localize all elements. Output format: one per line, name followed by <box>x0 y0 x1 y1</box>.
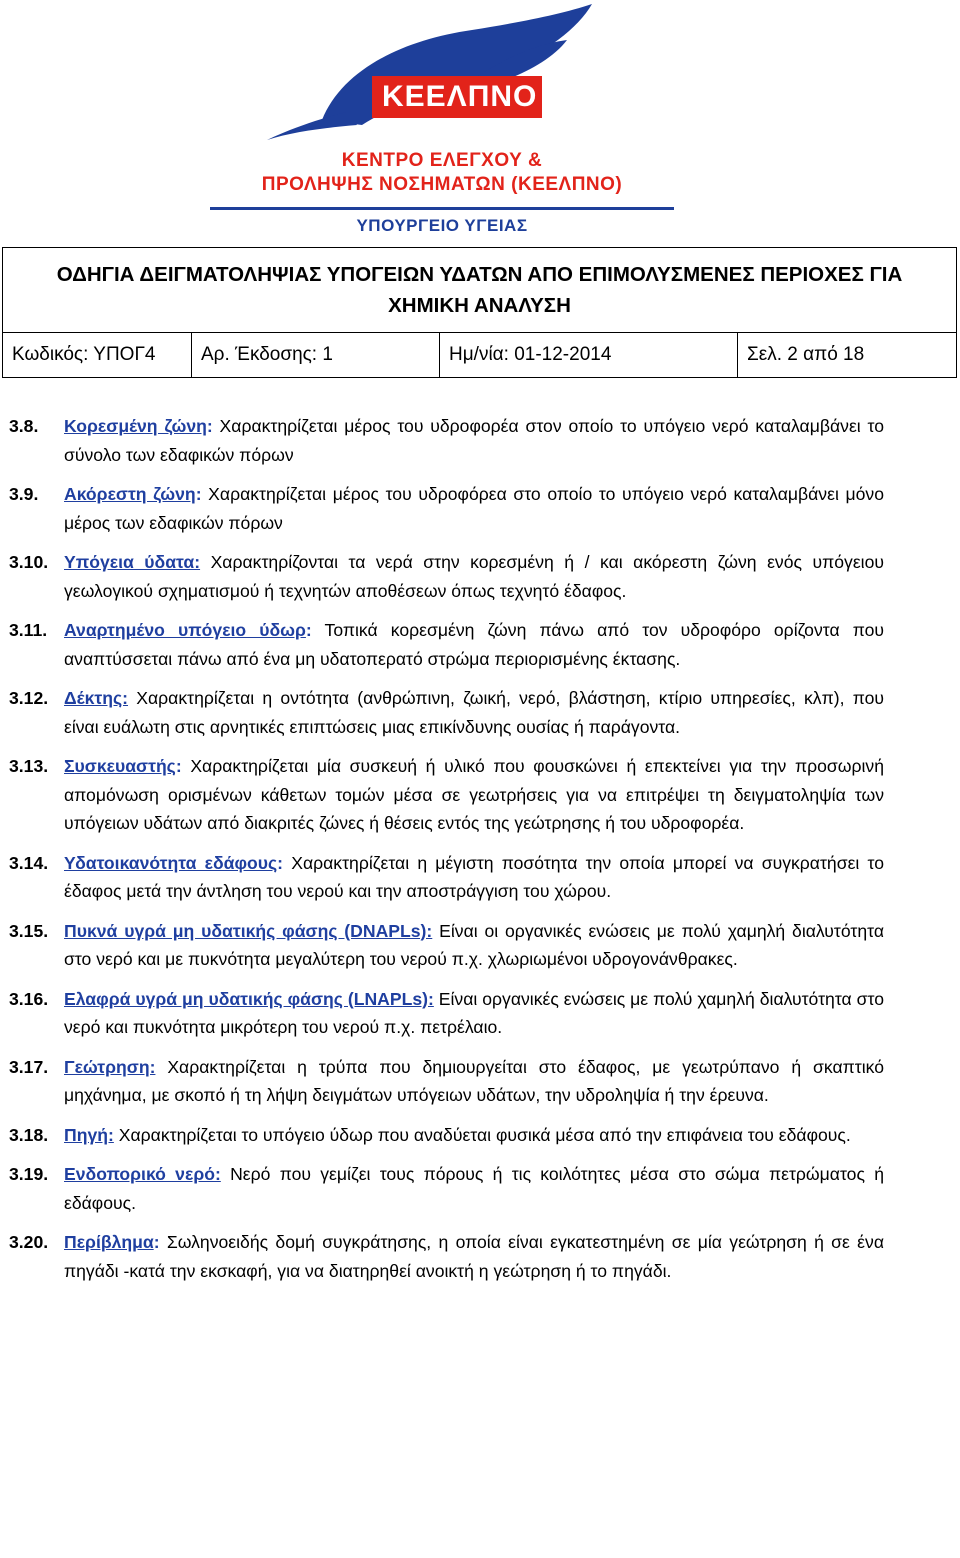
definition-item <box>9 616 884 673</box>
definition-separator: : <box>305 620 312 640</box>
logo-ministry: ΥΠΟΥΡΓΕΙΟ ΥΓΕΙΑΣ <box>356 216 528 235</box>
doc-code: Κωδικός: ΥΠΟΓ4 <box>3 333 192 378</box>
definition-text <box>64 1121 884 1150</box>
definition-item <box>9 1053 884 1110</box>
definition-item <box>9 752 884 838</box>
definition-number: 3.12. <box>9 688 49 708</box>
document-title <box>3 248 957 333</box>
definition-item <box>9 849 884 906</box>
definition-separator: : <box>175 756 182 776</box>
definition-body: Χαρακτηρίζεται το υπόγειο ύδωρ που αναδύεται φυσικά μέσα από την επιφάνεια του εδάφους. <box>113 1124 851 1145</box>
definition-item <box>9 412 884 469</box>
definition-term: Αναρτημένο υπόγειο ύδωρ <box>64 620 306 640</box>
definition-number: 3.10. <box>9 552 49 572</box>
definition-number: 3.19. <box>9 1164 49 1184</box>
doc-page: Σελ. 2 από 18 <box>738 333 957 378</box>
definition-text <box>64 917 884 974</box>
definition-body: Χαρακτηρίζεται μέρος του υδροφόρεα στο οποίο το υπόγειο νερό καταλαμβάνει μόνο μέρος των εδαφικών πόρων <box>64 484 884 533</box>
definition-text <box>64 752 884 838</box>
definition-item <box>9 917 884 974</box>
definition-term: Ακόρεστη ζώνη <box>64 484 196 504</box>
definitions-list <box>9 412 884 1296</box>
definition-body: Χαρακτηρίζεται η οντότητα (ανθρώπινη, ζωική, νερό, βλάστηση, κτίριο υπηρεσίες, κλπ), που είναι ευάλωτη στις αρνητικές επιπτώσεις μιας επικίνδυνης ουσίας ή παράγοντα. <box>64 688 884 737</box>
document-header <box>2 247 957 378</box>
definition-text <box>64 985 884 1042</box>
definition-item <box>9 684 884 741</box>
definition-term: Δέκτης: <box>64 688 129 708</box>
title-line-1: ΟΔΗΓΙΑ ΔΕΙΓΜΑΤΟΛΗΨΙΑΣ ΥΠΟΓΕΙΩΝ ΥΔΑΤΩΝ ΑΠΟ ΕΠΙΜΟΛΥΣΜΕΝΕΣ ΠΕΡΙΟΧΕΣ ΓΙΑ <box>56 263 903 286</box>
logo-org-line1: ΚΕΝΤΡΟ ΕΛΕΓΧΟΥ & <box>341 150 543 171</box>
definition-body: Είναι οι οργανικές ενώσεις με πολύ χαμηλή διαλυτότητα στο νερό και με πυκνότητα μεγαλύτερη του νερού π.χ. χλωριωμένοι υδρογονάνθρακες. <box>64 920 885 969</box>
definition-number: 3.14. <box>9 852 49 873</box>
definition-body: Σωληνοειδής δομή συγκράτησης, η οποία είναι εγκατεστημένη σε μία γεώτρηση ή σε ένα πηγάδι -κατά την εκσκαφή, για να διατηρηθεί ανοικτή η γεώτρηση ή το πηγάδι. <box>64 1232 884 1281</box>
doc-date: Ημ/νία: 01-12-2014 <box>440 333 738 378</box>
definition-body: Χαρακτηρίζονται τα νερά στην κορεσμένη ή / και ακόρεστη ζώνη ενός υπόγειου γεωλογικού σχηματισμού ή τεχνητών αποθέσεων όπως τεχνητό έδαφος. <box>64 552 884 601</box>
definition-term: Περίβλημα <box>64 1232 154 1252</box>
definition-item <box>9 1121 884 1150</box>
definition-term: Κορεσμένη ζώνη <box>64 416 207 436</box>
definition-text <box>64 412 884 469</box>
logo-org-line2: ΠΡΟΛΗΨΗΣ ΝΟΣΗΜΑΤΩΝ (ΚΕΕΛΠΝΟ) <box>261 174 623 195</box>
logo-divider <box>210 207 674 210</box>
definition-separator: : <box>277 852 284 873</box>
definition-number: 3.20. <box>9 1232 49 1252</box>
definition-body: Χαρακτηρίζεται η τρύπα που δημιουργείται στο έδαφος, με γεωτρύπανο ή σκαπτικό μηχάνημα, με σκοπό ή τη λήψη δειγμάτων υπόγειων υδάτων, την υδροληψία ή την έρευνα. <box>64 1056 884 1105</box>
definition-text <box>64 1228 884 1285</box>
definition-text <box>64 480 884 537</box>
definition-text <box>64 849 884 906</box>
definition-number: 3.11. <box>9 620 48 640</box>
logo-acronym: ΚΕΕΛΠΝΟ <box>382 80 538 113</box>
definition-term: Ελαφρά υγρά μη υδατικής φάσης (LNAPLs): <box>64 988 434 1009</box>
definition-term: Υπόγεια ύδατα: <box>64 552 201 572</box>
definition-item <box>9 548 884 605</box>
definition-text <box>64 616 884 673</box>
definition-item <box>9 1160 884 1217</box>
title-line-2: ΧΗΜΙΚΗ ΑΝΑΛΥΣΗ <box>388 294 571 317</box>
definition-number: 3.18. <box>9 1124 49 1145</box>
definition-number: 3.13. <box>9 756 49 776</box>
definition-text <box>64 684 884 741</box>
definition-body: Χαρακτηρίζεται η μέγιστη ποσότητα την οποία μπορεί να συγκρατήσει το έδαφος μετά την άντληση του νερού και την αποστράγγιση του χώρου. <box>64 852 884 901</box>
definition-body: Χαρακτηρίζεται μέρος του υδροφορέα στον οποίο το υπόγειο νερό καταλαμβάνει το σύνολο των εδαφικών πόρων <box>64 416 884 465</box>
definition-term: Συσκευαστής <box>64 756 176 776</box>
definition-item <box>9 480 884 537</box>
definition-text <box>64 548 884 605</box>
definition-body: Είναι οργανικές ενώσεις με πολύ χαμηλή διαλυτότητα στο νερό και πυκνότητα μικρότερη του νερού π.χ. πετρέλαιο. <box>64 988 884 1037</box>
definition-number: 3.16. <box>9 988 49 1009</box>
definition-number: 3.17. <box>9 1056 49 1077</box>
definition-text <box>64 1160 884 1217</box>
definition-term: Πηγή: <box>64 1124 114 1145</box>
doc-edition: Αρ. Έκδοσης: 1 <box>192 333 440 378</box>
definition-body: Χαρακτηρίζεται μία συσκευή ή υλικό που φουσκώνει ή επεκτείνει για την προσωρινή απομόνωση ορισμένων κάθετων τομών μέσα σε γεωτρήσεις για να επιτρέψει τη δειγματοληψία των υπόγειων υδάτων από διακριτές ζώνες ή θέσεις εντός της γεώτρησης ή του υδροφορέα. <box>64 756 884 833</box>
definition-separator: : <box>153 1232 160 1252</box>
definition-number: 3.15. <box>9 920 49 941</box>
definition-item <box>9 985 884 1042</box>
definition-body: Νερό που γεμίζει τους πόρους ή τις κοιλότητες μέσα στο σώμα πετρώματος ή εδάφους. <box>64 1164 884 1213</box>
definition-number: 3.9. <box>9 484 39 504</box>
keelpno-logo <box>172 0 712 244</box>
definition-item <box>9 1228 884 1285</box>
definition-text <box>64 1053 884 1110</box>
definition-separator: : <box>195 484 202 504</box>
definition-number: 3.8. <box>9 416 39 436</box>
definition-term: Ενδοπορικό νερό: <box>64 1164 221 1184</box>
definition-separator: : <box>206 416 213 436</box>
definition-term: Πυκνά υγρά μη υδατικής φάσης (DNAPLs): <box>64 920 433 941</box>
definition-term: Γεώτρηση: <box>64 1056 156 1077</box>
definition-term: Υδατοικανότητα εδάφους <box>64 852 278 873</box>
definition-body: Τοπικά κορεσμένη ζώνη πάνω από τον υδροφόρο ορίζοντα που αναπτύσσεται πάνω από ένα μη υδατοπερατό στρώμα περιορισμένης έκτασης. <box>64 620 885 669</box>
